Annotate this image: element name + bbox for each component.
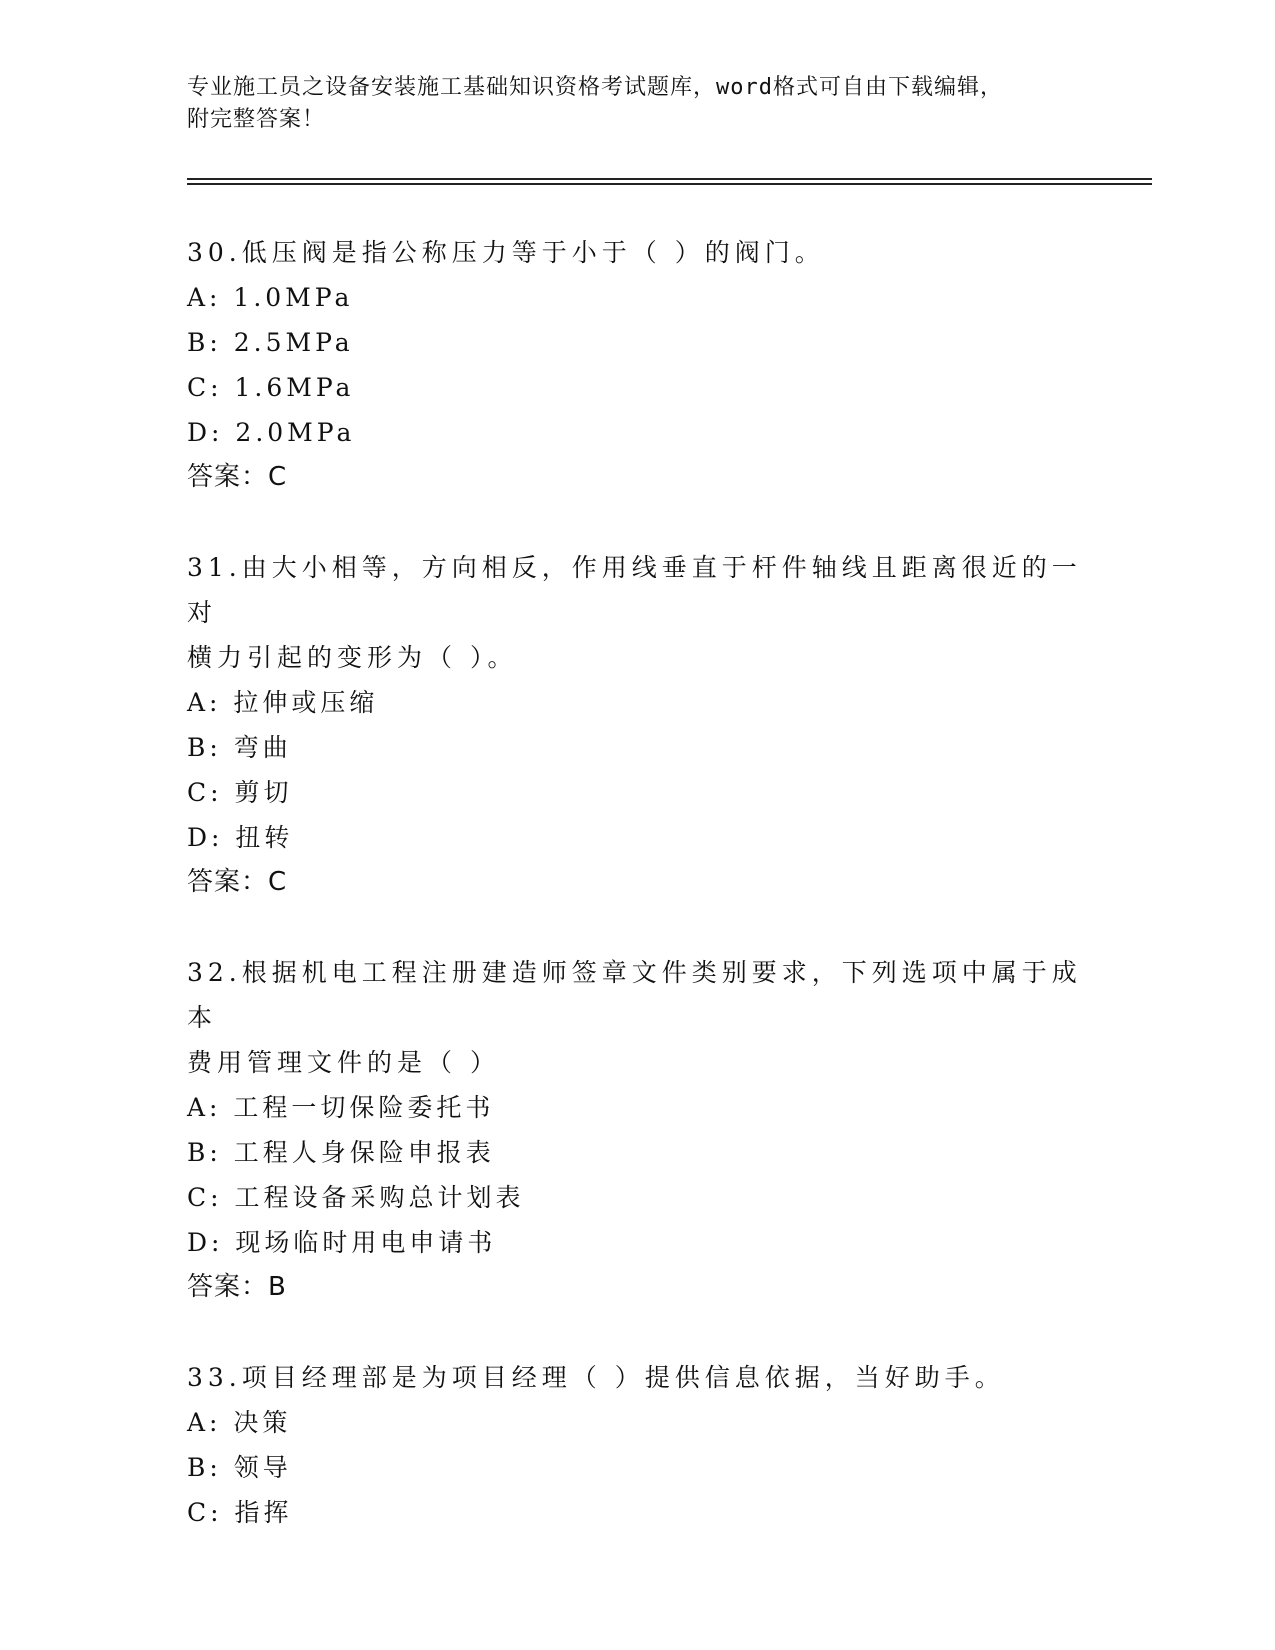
- answer: 答案：C: [187, 462, 288, 492]
- option-b: B: 工程人身保险申报表: [187, 1138, 495, 1167]
- option-b: B: 领导: [187, 1453, 292, 1482]
- question-text: 32.根据机电工程注册建造师签章文件类别要求，下列选项中属于成本: [187, 958, 1082, 1032]
- question-text-continued: 横力引起的变形为（ ）。: [187, 643, 518, 672]
- header-line-2: 附完整答案！: [187, 107, 326, 132]
- question-text-continued: 费用管理文件的是（ ）: [187, 1048, 500, 1077]
- option-a: A: 决策: [187, 1408, 292, 1437]
- option-c: C: 1.6MPa: [187, 373, 355, 402]
- answer: 答案：C: [187, 867, 288, 897]
- question-32: [187, 950, 1087, 1309]
- question-30: [187, 230, 1087, 499]
- header-line-1: 专业施工员之设备安装施工基础知识资格考试题库，word格式可自由下载编辑，: [187, 75, 1003, 100]
- option-c: C: 工程设备采购总计划表: [187, 1183, 525, 1212]
- question-text: 31.由大小相等，方向相反，作用线垂直于杆件轴线且距离很近的一对: [187, 553, 1082, 627]
- option-c: C: 指挥: [187, 1498, 293, 1527]
- answer: 答案：B: [187, 1272, 287, 1302]
- question-list: [187, 230, 1087, 1581]
- option-b: B: 弯曲: [187, 733, 292, 762]
- question-33: [187, 1355, 1087, 1535]
- option-a: A: 工程一切保险委托书: [187, 1093, 495, 1122]
- document-header: [187, 72, 1067, 136]
- option-a: A: 拉伸或压缩: [187, 688, 379, 717]
- option-a: A: 1.0MPa: [187, 283, 354, 312]
- question-31: [187, 545, 1087, 904]
- option-c: C: 剪切: [187, 778, 293, 807]
- question-text: 33.项目经理部是为项目经理（ ）提供信息依据，当好助手。: [187, 1363, 1005, 1392]
- header-divider-top: [187, 178, 1152, 180]
- option-d: D: 现场临时用电申请书: [187, 1228, 497, 1257]
- option-d: D: 扭转: [187, 823, 294, 852]
- option-b: B: 2.5MPa: [187, 328, 354, 357]
- question-text: 30.低压阀是指公称压力等于小于（ ）的阀门。: [187, 238, 825, 267]
- header-divider-bottom: [187, 183, 1152, 185]
- option-d: D: 2.0MPa: [187, 418, 356, 447]
